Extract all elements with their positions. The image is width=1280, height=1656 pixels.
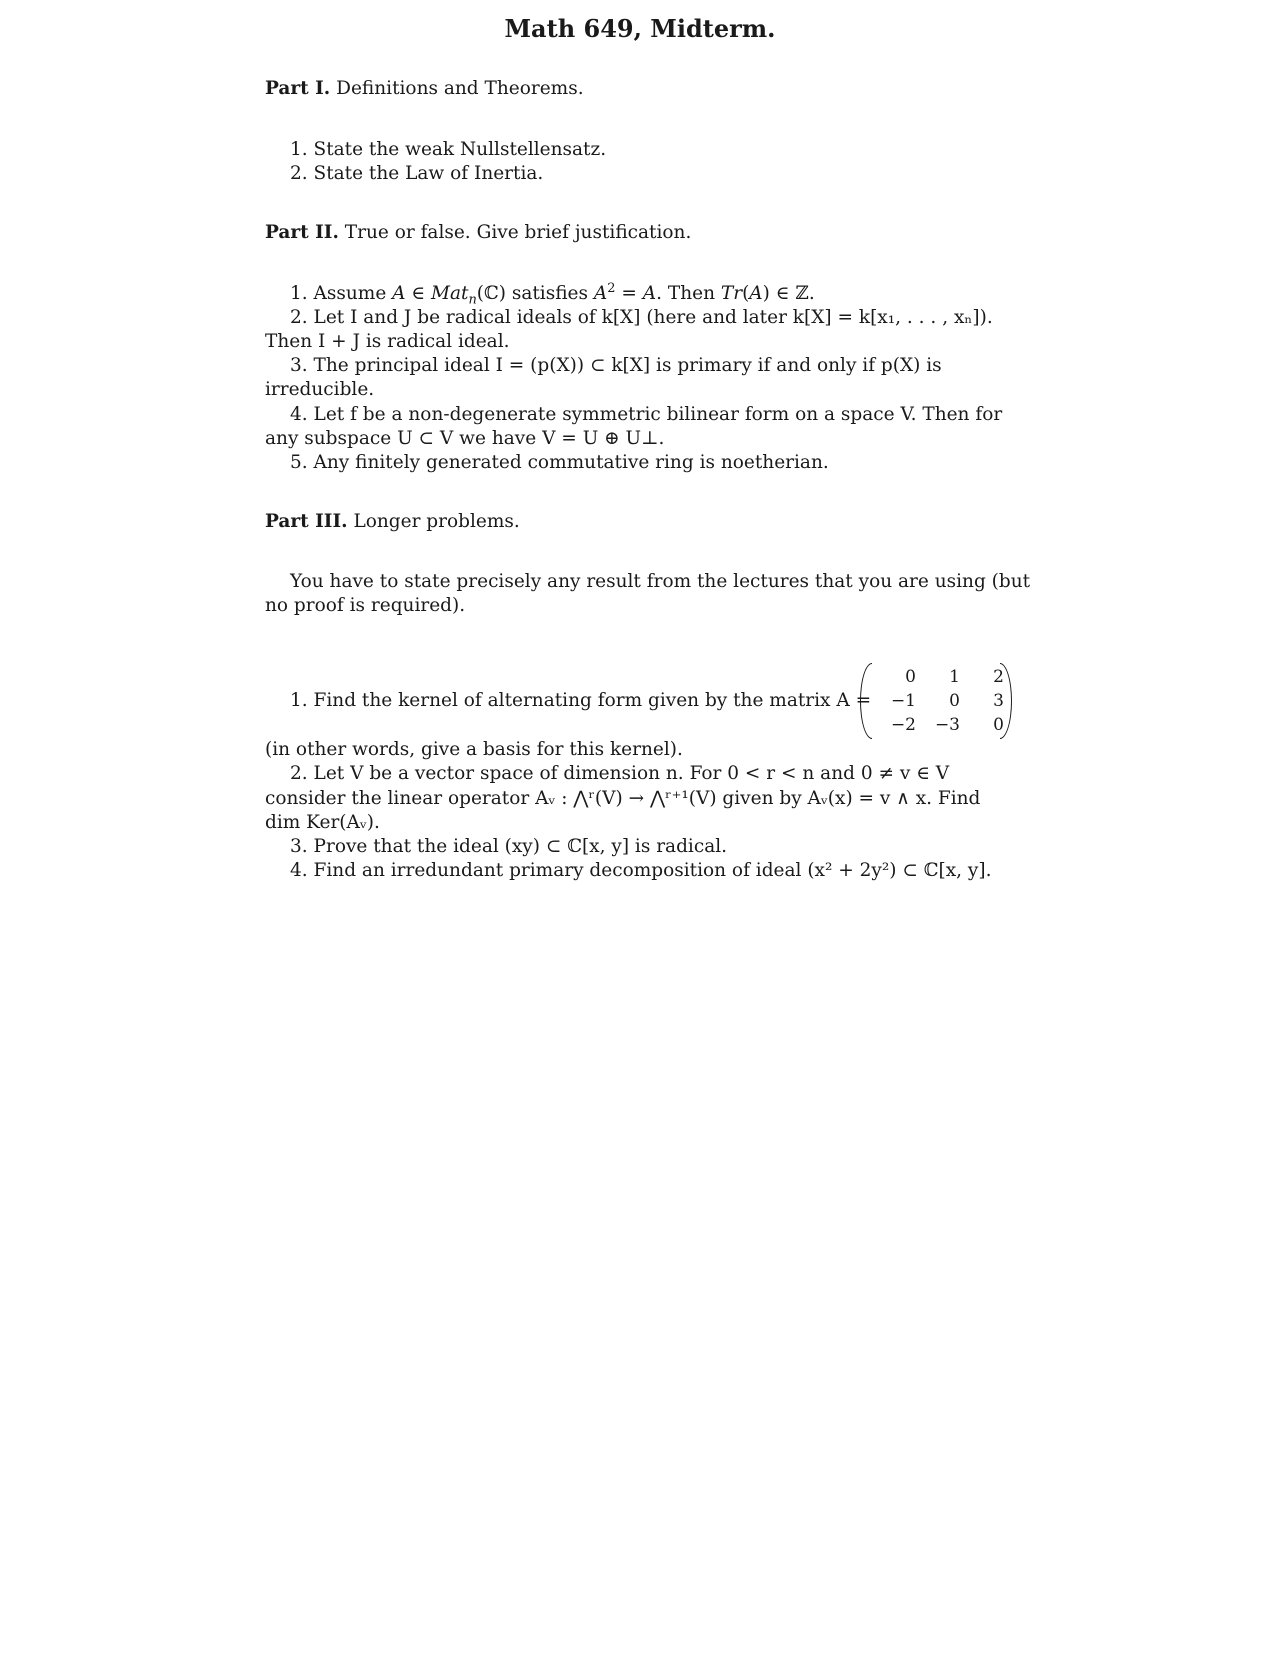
matrix-cell: 2 (993, 667, 1004, 687)
matrix-cell: 0 (993, 715, 1004, 735)
matrix-a (860, 663, 1012, 739)
matrix-row (876, 713, 1008, 737)
part1-label: Part I. (265, 78, 331, 99)
part3-intro-line-2: no proof is required). (265, 595, 466, 616)
part3-problem-1-line-2: (in other words, give a basis for this kernel). (265, 739, 683, 760)
matrix-row (876, 665, 1008, 689)
part3-label: Part III. (265, 511, 348, 532)
part2-question-4-line-2: any subspace U ⊂ V we have V = U ⊕ U⊥. (265, 428, 665, 449)
part1-item-2: 2. State the Law of Inertia. (290, 163, 544, 184)
part3-heading (265, 511, 520, 533)
matrix-left-paren (860, 663, 872, 739)
part2-question-4-line-1: 4. Let f be a non-degenerate symmetric bilinear form on a space V. Then for (290, 404, 1003, 425)
matrix-cell: 0 (905, 667, 916, 687)
part2-question-2-line-2: Then I + J is radical ideal. (265, 331, 510, 352)
matrix-cell: −3 (934, 715, 960, 735)
part2-question-2-line-1: 2. Let I and J be radical ideals of k[X] (here and later k[X] = k[x₁, . . . , xₙ]). (290, 307, 993, 328)
part2-heading (265, 222, 691, 244)
part1-subtitle: Definitions and Theorems. (336, 78, 584, 99)
matrix-row (876, 689, 1008, 713)
part3-problem-3: 3. Prove that the ideal (xy) ⊂ ℂ[x, y] is radical. (290, 836, 728, 857)
part2-question-3-line-1: 3. The principal ideal I = (p(X)) ⊂ k[X] is primary if and only if p(X) is (290, 355, 942, 376)
part3-problem-1-line-1: 1. Find the kernel of alternating form given by the matrix A = (290, 690, 872, 711)
matrix-cell: 1 (949, 667, 960, 687)
part1-heading (265, 78, 584, 100)
part2-question-3-line-2: irreducible. (265, 379, 375, 400)
part2-question-5: 5. Any finitely generated commutative ring is noetherian. (290, 452, 829, 473)
part1-item-1: 1. State the weak Nullstellensatz. (290, 139, 607, 160)
matrix-cell: 0 (949, 691, 960, 711)
part2-subtitle: True or false. Give brief justification. (344, 222, 692, 243)
matrix-cell: −2 (890, 715, 916, 735)
matrix-table (876, 665, 1008, 737)
part3-problem-2-line-1: 2. Let V be a vector space of dimension n. For 0 < r < n and 0 ≠ v ∈ V (290, 763, 950, 784)
matrix-cell: 3 (993, 691, 1004, 711)
page-title: Math 649, Midterm. (504, 14, 776, 43)
part3-subtitle: Longer problems. (353, 511, 520, 532)
part3-problem-2-line-3: dim Ker(Aᵥ). (265, 812, 380, 833)
matrix-cell: −1 (890, 691, 916, 711)
part2-label: Part II. (265, 222, 339, 243)
part3-problem-4: 4. Find an irredundant primary decomposition of ideal (x² + 2y²) ⊂ ℂ[x, y]. (290, 860, 992, 881)
part2-question-1: 1. Assume A ∈ Mat$_n$(ℂ) satisfies $A^2 = A$. Then Tr(A) ∈ ℤ. (290, 280, 815, 308)
part3-problem-2-line-2: consider the linear operator Aᵥ : ⋀ʳ(V) → ⋀ʳ⁺¹(V) given by Aᵥ(x) = v ∧ x. Find (265, 788, 981, 809)
part3-intro-line-1: You have to state precisely any result from the lectures that you are using (but (290, 571, 1031, 592)
matrix-right-paren (1000, 663, 1012, 739)
